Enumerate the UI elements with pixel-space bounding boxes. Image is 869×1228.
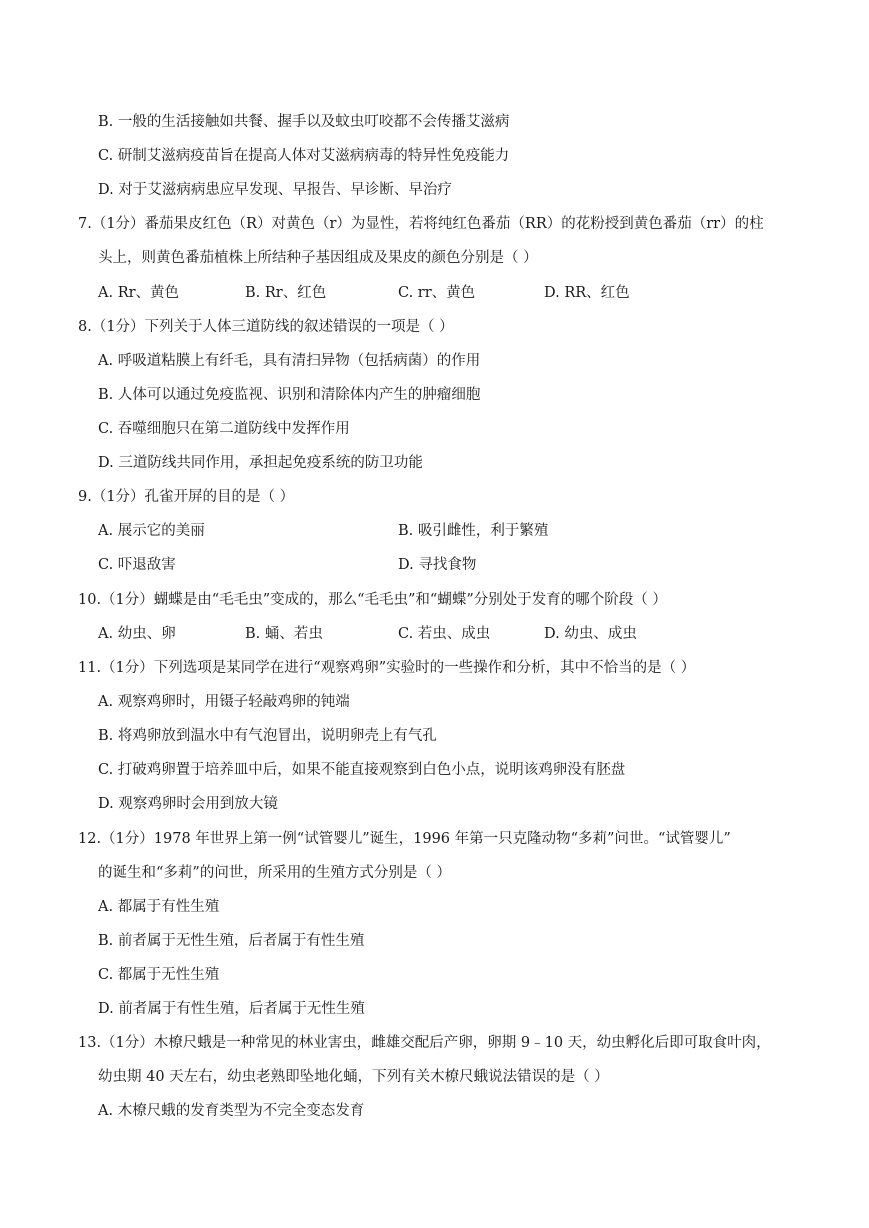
question-12-stem-cont: 的诞生和“多莉”的问世，所采用的生殖方式分别是（ ） <box>98 865 451 881</box>
option-line: C. 研制艾滋病疫苗旨在提高人体对艾滋病病毒的特异性免疫能力 <box>98 148 510 164</box>
question-13-stem: 13.（1分）木橑尺蛾是一种常见的林业害虫，雌雄交配后产卵，卵期 9﹣10 天，幼虫孵化后即可取食叶肉， <box>78 1035 771 1051</box>
q8-option-a: A. 呼吸道粘膜上有纤毛，具有清扫异物（包括病菌）的作用 <box>98 353 481 369</box>
question-7-stem: 7.（1分）番茄果皮红色（R）对黄色（r）为显性，若将纯红色番茄（RR）的花粉授到黄色番茄（rr）的柱 <box>78 216 764 232</box>
q10-option-a: A. 幼虫、卵 <box>98 626 176 642</box>
q8-option-b: B. 人体可以通过免疫监视、识别和清除体内产生的肿瘤细胞 <box>98 387 481 403</box>
q7-option-c: C. rr、黄色 <box>398 285 476 301</box>
q12-option-a: A. 都属于有性生殖 <box>98 899 220 915</box>
question-7-stem-cont: 头上，则黄色番茄植株上所结种子基因组成及果皮的颜色分别是（ ） <box>98 250 538 266</box>
q7-option-a: A. Rr、黄色 <box>98 285 180 301</box>
q10-option-c: C. 若虫、成虫 <box>398 626 491 642</box>
q11-option-c: C. 打破鸡卵置于培养皿中后，如果不能直接观察到白色小点，说明该鸡卵没有胚盘 <box>98 762 626 778</box>
question-8-stem: 8.（1分）下列关于人体三道防线的叙述错误的一项是（ ） <box>78 319 454 335</box>
q9-option-b: B. 吸引雌性，利于繁殖 <box>398 523 549 539</box>
q12-option-b: B. 前者属于无性生殖，后者属于有性生殖 <box>98 933 365 949</box>
q9-option-d: D. 寻找食物 <box>398 557 477 573</box>
q8-option-d: D. 三道防线共同作用，承担起免疫系统的防卫功能 <box>98 455 423 471</box>
q11-option-d: D. 观察鸡卵时会用到放大镜 <box>98 796 278 812</box>
q11-option-b: B. 将鸡卵放到温水中有气泡冒出，说明卵壳上有气孔 <box>98 728 437 744</box>
option-line: D. 对于艾滋病病患应早发现、早报告、早诊断、早治疗 <box>98 182 452 198</box>
q12-option-d: D. 前者属于有性生殖，后者属于无性生殖 <box>98 1001 365 1017</box>
option-line: B. 一般的生活接触如共餐、握手以及蚊虫叮咬都不会传播艾滋病 <box>98 114 510 130</box>
q10-option-b: B. 蛹、若虫 <box>245 626 323 642</box>
question-12-stem: 12.（1分）1978 年世界上第一例“试管婴儿”诞生，1996 年第一只克隆动物“多莉”问世。“试管婴儿” <box>78 831 731 847</box>
question-10-stem: 10.（1分）蝴蝶是由“毛毛虫”变成的，那么“毛毛虫”和“蝴蝶”分别处于发育的哪个阶段（ ） <box>78 592 667 608</box>
q8-option-c: C. 吞噬细胞只在第二道防线中发挥作用 <box>98 421 350 437</box>
question-9-stem: 9.（1分）孔雀开屏的目的是（ ） <box>78 489 295 505</box>
q11-option-a: A. 观察鸡卵时，用镊子轻敲鸡卵的钝端 <box>98 694 350 710</box>
question-13-stem-cont: 幼虫期 40 天左右，幼虫老熟即坠地化蛹，下列有关木橑尺蛾说法错误的是（ ） <box>98 1069 609 1085</box>
q10-option-d: D. 幼虫、成虫 <box>544 626 637 642</box>
q9-option-a: A. 展示它的美丽 <box>98 523 205 539</box>
question-11-stem: 11.（1分）下列选项是某同学在进行“观察鸡卵”实验时的一些操作和分析，其中不恰当的是（ ） <box>78 660 696 676</box>
q12-option-c: C. 都属于无性生殖 <box>98 967 220 983</box>
q9-option-c: C. 吓退敌害 <box>98 557 176 573</box>
q7-option-b: B. Rr、红色 <box>245 285 327 301</box>
q13-option-a: A. 木橑尺蛾的发育类型为不完全变态发育 <box>98 1103 365 1119</box>
q7-option-d: D. RR、红色 <box>544 285 630 301</box>
